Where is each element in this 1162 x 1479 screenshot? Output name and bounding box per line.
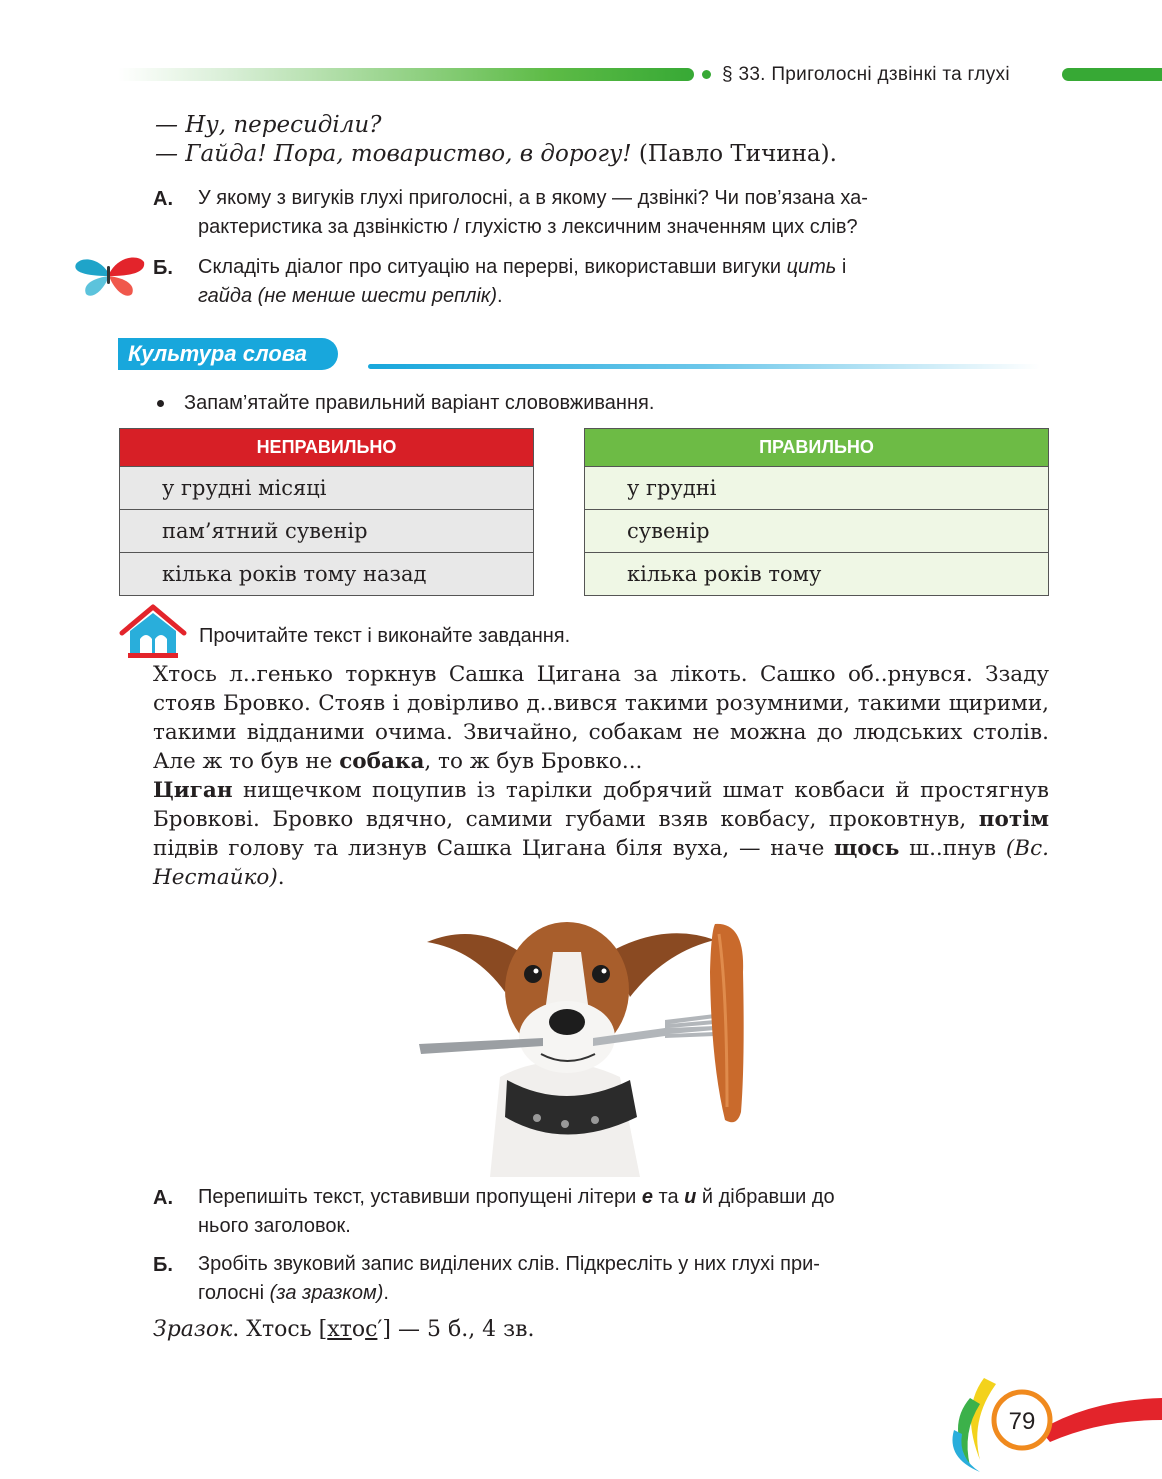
task1-a-line2: рактеристика за дзвінкістю / глухістю з лексичним значенням цих слів? bbox=[198, 216, 858, 238]
section-title: § 33. Приголосні дзвінкі та глухі bbox=[722, 64, 1010, 85]
wrong-row: у грудні місяці bbox=[120, 467, 534, 510]
task1-b-word1: цить bbox=[786, 256, 837, 278]
right-header: ПРАВИЛЬНО bbox=[585, 429, 1049, 467]
page-number: 79 bbox=[1008, 1408, 1036, 1435]
story-author: (Вс. Нестайко) bbox=[153, 836, 1049, 890]
culture-bullet bbox=[157, 392, 654, 415]
wrong-row: кілька років тому назад bbox=[120, 553, 534, 596]
story-paragraph-2 bbox=[153, 776, 1049, 892]
wrong-row: пам’ятний сувенір bbox=[120, 510, 534, 553]
task2-a-line2: нього заголовок. bbox=[198, 1215, 351, 1237]
story-bold-word: щось bbox=[834, 836, 900, 861]
story-paragraph-1 bbox=[153, 660, 1049, 776]
story-p1-text: Хтось л..генько торкнув Сашка Цигана за лікоть. Сашко об..рнувся. Ззаду стояв Бровко. Стояв і довірливо д..вився такими розумними, такими щирими, такими відданими очима. Звичайно, собакам не можна до людських столів. Але ж то був не bbox=[153, 662, 1049, 774]
dialog-quote: — Гайда! Пора, товариство, в дорогу! bbox=[155, 141, 632, 167]
dialog-line-1: — Ну, пересиділи? bbox=[155, 112, 382, 138]
task2-a-letter: А. bbox=[153, 1187, 173, 1209]
task1-a-line1: У якому з вигуків глухі приголосні, а в якому — дзвінкі? Чи пов’язана ха- bbox=[198, 187, 868, 209]
story-p2-text2: підвів голову та лизнув Сашка Цигана біля вуха, — наче bbox=[153, 836, 835, 861]
right-row: у грудні bbox=[585, 467, 1049, 510]
header-dot bbox=[702, 70, 711, 79]
right-row: кілька років тому bbox=[585, 553, 1049, 596]
task1-a-text bbox=[198, 184, 998, 242]
header-gradient-bar bbox=[118, 68, 694, 81]
letter-y: и bbox=[684, 1186, 697, 1208]
example-rest: ′] — 5 б., 4 зв. bbox=[377, 1317, 535, 1342]
header-bar-right bbox=[1062, 68, 1162, 81]
example-label: Зразок bbox=[153, 1317, 233, 1342]
dialog-author: (Павло Тичина). bbox=[631, 141, 837, 167]
right-usage-table bbox=[584, 428, 1049, 596]
task2-b-italic: (за зразком) bbox=[269, 1282, 384, 1304]
bullet-dot bbox=[157, 400, 164, 407]
culture-bullet-text: Запам’ятайте правильний варіант слововживання. bbox=[184, 392, 655, 414]
task2-a-text2: й дібравши до bbox=[696, 1186, 835, 1208]
page-number-decoration bbox=[940, 1370, 1162, 1474]
story-p1-end: , то ж був Бровко... bbox=[424, 749, 643, 774]
task1-b-text1: Складіть діалог про ситуацію на перерві, використавши вигуки bbox=[198, 256, 787, 278]
task2-b-end: . bbox=[383, 1282, 389, 1304]
task2-b-line2: голосні bbox=[198, 1282, 270, 1304]
story-bold-word: собака bbox=[339, 749, 425, 774]
house-icon bbox=[118, 603, 188, 661]
task1-b-end: . bbox=[497, 285, 503, 307]
task1-b-word2: гайда (не менше шести реплік) bbox=[198, 285, 498, 307]
culture-heading: Культура слова bbox=[118, 338, 338, 370]
task2-a-text bbox=[198, 1183, 998, 1241]
letter-e: е bbox=[641, 1186, 653, 1208]
story-bold-word: потім bbox=[978, 807, 1049, 832]
task1-b-text bbox=[198, 253, 998, 311]
example-underlined: с bbox=[365, 1317, 378, 1342]
story-p2-text1: нищечком поцупив із тарілки добрячий шмат ковбаси й простягнув Бровкові. Бровко вдячно, самими губами взяв ковбасу, проковтнув, bbox=[153, 778, 1049, 832]
example-dot: . bbox=[232, 1317, 240, 1342]
wrong-usage-table bbox=[119, 428, 534, 596]
example-line bbox=[153, 1317, 535, 1342]
task2-b-text bbox=[198, 1250, 998, 1308]
culture-divider bbox=[368, 364, 1040, 369]
butterfly-icon bbox=[72, 252, 146, 298]
task2-a-text1: Перепишіть текст, уставивши пропущені літери bbox=[198, 1186, 642, 1208]
task2-a-and: та bbox=[652, 1186, 685, 1208]
wrong-header: НЕПРАВИЛЬНО bbox=[120, 429, 534, 467]
example-word: Хтось [ bbox=[239, 1317, 328, 1342]
dialog-line-2 bbox=[155, 141, 837, 167]
example-vowel: о bbox=[351, 1317, 366, 1342]
story-p2-text3: ш..пнув bbox=[899, 836, 1006, 861]
task1-b-text2: і bbox=[836, 256, 847, 278]
story-end: . bbox=[277, 865, 285, 890]
task1-a-letter: А. bbox=[153, 188, 173, 210]
dog-with-sausage-illustration bbox=[415, 912, 775, 1177]
homework-instruction: Прочитайте текст і виконайте завдання. bbox=[199, 625, 571, 647]
task2-b-letter: Б. bbox=[153, 1254, 173, 1276]
task2-b-line1: Зробіть звуковий запис виділених слів. Підкресліть у них глухі при- bbox=[198, 1253, 820, 1275]
right-row: сувенір bbox=[585, 510, 1049, 553]
story-text bbox=[153, 660, 1049, 892]
task1-b-letter: Б. bbox=[153, 257, 173, 279]
example-underlined: хт bbox=[327, 1317, 352, 1342]
story-bold-word: Циган bbox=[153, 778, 233, 803]
